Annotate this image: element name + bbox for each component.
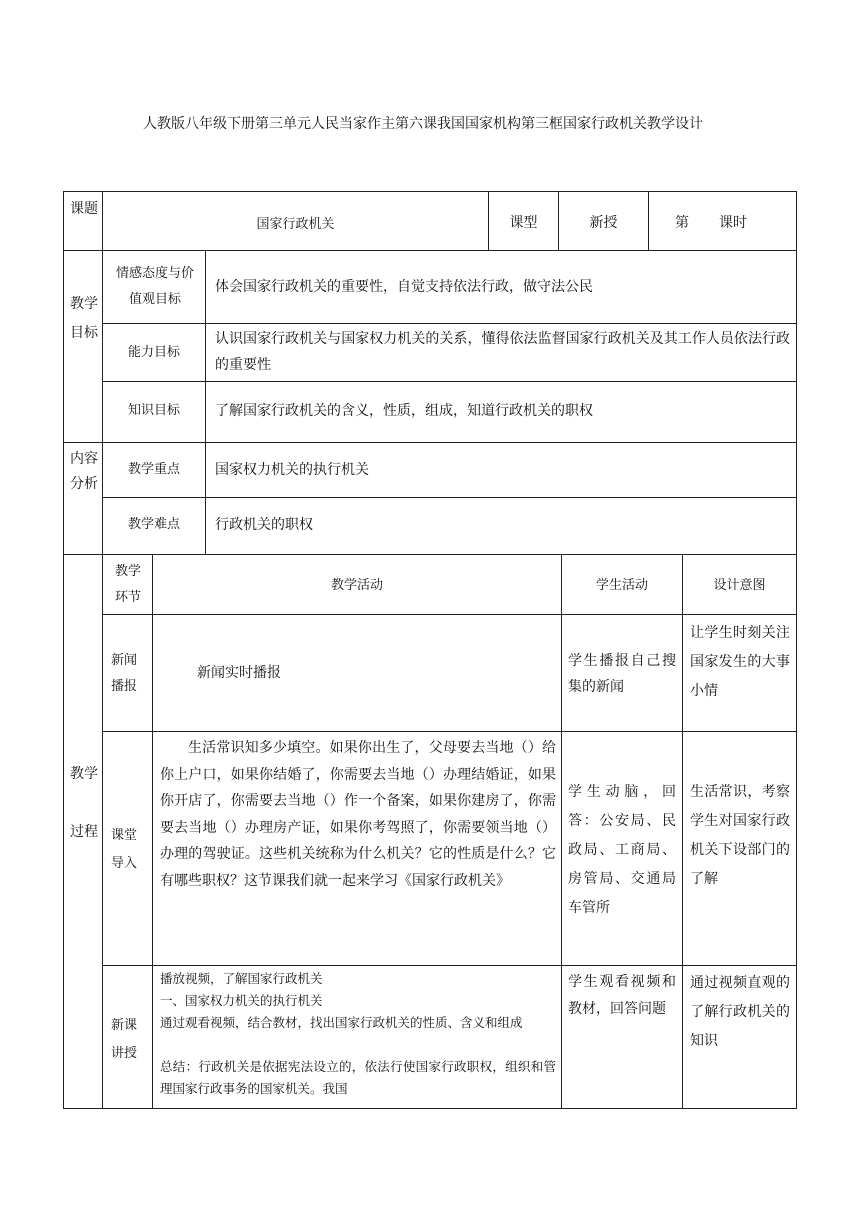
col-divider	[102, 191, 103, 1108]
row-divider	[102, 323, 797, 324]
analysis-section-label: 内容分析	[70, 451, 98, 492]
col-divider	[648, 191, 649, 250]
row-divider	[102, 381, 797, 382]
col-divider	[682, 554, 683, 1108]
type-value: 新授	[589, 215, 618, 231]
analysis-label-difficulty: 教学难点	[127, 517, 180, 532]
row-divider	[63, 250, 797, 251]
objective-text-ability: 认识国家行政机关与国家权力机关的关系，懂得依法监督国家行政机关及其工作人员依法行政的重要性	[215, 331, 790, 373]
process-activity-lesson-line-3: 通过观看视频，结合教材，找出国家行政机关的性质、含义和组成	[160, 1015, 523, 1030]
topic-value: 国家行政机关	[256, 217, 335, 232]
process-header-activity: 教学活动	[330, 578, 383, 593]
process-stage-intro: 课堂导入	[111, 828, 138, 871]
row-divider	[102, 497, 797, 498]
period-suffix: 课时	[719, 215, 747, 231]
process-intent-lesson: 通过视频直观的了解行政机关的知识	[690, 975, 790, 1049]
table-border-bottom	[63, 1108, 797, 1109]
row-divider	[63, 442, 797, 443]
process-student-intro: 学生动脑，回答：公安局、民政局、工商局、房管局、交通局车管所	[568, 784, 676, 916]
col-divider	[561, 554, 562, 1108]
process-header-stage: 教学环节	[114, 564, 141, 605]
process-activity-lesson-line-2: 一、国家权力机关的执行机关	[160, 993, 323, 1008]
row-divider	[102, 731, 797, 732]
process-header-student: 学生活动	[595, 578, 648, 593]
row-divider	[102, 965, 797, 966]
objective-label-ability: 能力目标	[127, 345, 180, 360]
process-activity-lesson-line-4: 总结：行政机关是依据宪法设立的，依法行使国家行政职权，组织和管理国家行政事务的国家机关。我国	[160, 1059, 556, 1096]
process-student-news: 学生播报自己搜集的新闻	[568, 653, 676, 695]
type-label: 课型	[509, 215, 538, 231]
row-divider	[102, 614, 797, 615]
process-stage-lesson: 新课讲授	[111, 1018, 138, 1061]
process-activity-intro: 生活常识知多少填空。如果你出生了，父母要去当地（）给你上户口，如果你结婚了，你需要去当地（）办理结婚证，如果你开店了，你需要去当地（）作一个备案，如果你建房了，你需要去当地（）办理房产证，如果你考驾照了，你需要领当地（）办理的驾驶证。这些机关统称为什么机关？它的性质是什么？它有哪些职权？这节课我们就一起来学习《国家行政机关》	[160, 740, 556, 889]
process-intent-news: 让学生时刻关注国家发生的大事小情	[690, 625, 790, 699]
col-divider	[205, 250, 206, 554]
objectives-section-label: 教学目标	[70, 296, 98, 341]
table-border-top	[63, 191, 797, 192]
analysis-text-difficulty: 行政机关的职权	[215, 517, 313, 533]
process-activity-lesson-line-1: 播放视频，了解国家行政机关	[160, 971, 323, 986]
analysis-text-focus: 国家权力机关的执行机关	[215, 462, 369, 478]
process-intent-intro: 生活常识，考察学生对国家行政机关下设部门的了解	[690, 784, 790, 887]
objective-label-knowledge: 知识目标	[127, 403, 180, 418]
table-border-left	[63, 191, 64, 1108]
analysis-label-focus: 教学重点	[127, 462, 180, 477]
objective-text-attitude: 体会国家行政机关的重要性，自觉支持依法行政，做守法公民	[215, 279, 593, 295]
row-divider	[63, 554, 797, 555]
col-divider	[152, 554, 153, 1108]
objective-text-knowledge: 了解国家行政机关的含义，性质，组成，知道行政机关的职权	[215, 403, 593, 419]
objective-label-attitude: 情感态度与价值观目标	[115, 266, 194, 307]
period-label: 第	[675, 215, 689, 231]
process-stage-news: 新闻播报	[111, 653, 138, 694]
process-header-intent: 设计意图	[713, 578, 766, 593]
process-section-label: 教学过程	[70, 766, 98, 840]
process-student-lesson: 学生观看视频和教材，回答问题	[568, 974, 676, 1017]
table-border-right	[796, 191, 797, 1108]
document-title: 人教版八年级下册第三单元人民当家作主第六课我国国家机构第三框国家行政机关教学设计	[143, 116, 703, 132]
topic-label: 课题	[70, 201, 98, 217]
process-activity-news: 新闻实时播报	[197, 665, 281, 681]
